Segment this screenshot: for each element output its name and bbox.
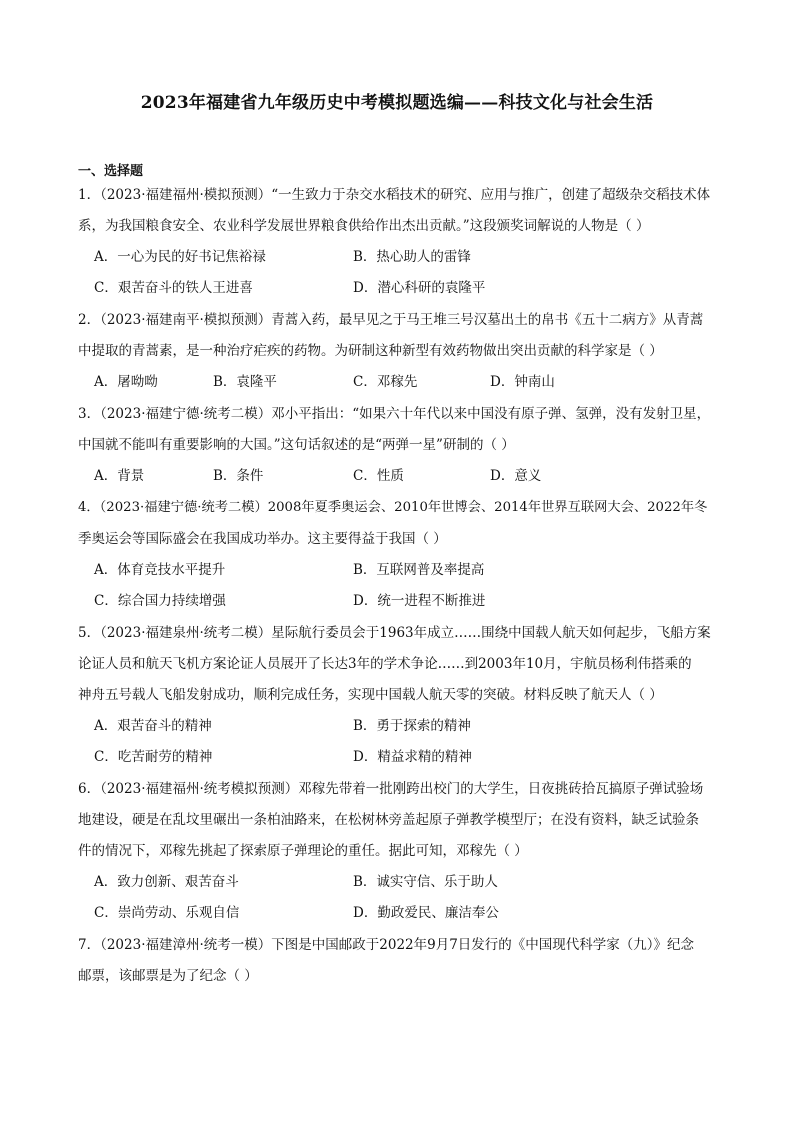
option-c[interactable]: C．邓稼先 [353,374,418,390]
question-text-line: 中国就不能叫有重要影响的大国。”这句话叙述的是“两弹一星”研制的（ ） [78,437,515,453]
option-b[interactable]: B．袁隆平 [213,374,277,390]
option-b[interactable]: B．诚实守信、乐于助人 [353,874,498,890]
option-b[interactable]: B．互联网普及率提高 [353,562,485,578]
option-d[interactable]: D．精益求精的精神 [353,749,472,765]
question-text-line: 邮票，该邮票是为了纪念（ ） [78,968,258,984]
option-b[interactable]: B．热心助人的雷锋 [353,249,471,265]
question-text-line: 5．（2023·福建泉州·统考二模）星际航行委员会于1963年成立……围绕中国载人航天如何起步，飞船方案 [78,625,711,641]
question-text-line: 4．（2023·福建宁德·统考二模）2008年夏季奥运会、2010年世博会、2014年世界互联网大会、2022年冬 [78,500,708,515]
option-d[interactable]: D．意义 [490,468,542,484]
section-heading: 一、选择题 [78,164,144,179]
question-text-line: 6．（2023·福建福州·统考模拟预测）邓稼先带着一批刚跨出校门的大学生，日夜挑砖拾瓦搞原子弹试验场 [78,781,704,797]
question-text-line: 系，为我国粮食安全、农业科学发展世界粮食供给作出杰出贡献。”这段颁奖词解说的人物是（ ） [78,218,650,234]
option-a[interactable]: A．背景 [94,468,145,484]
question-text-line: 中提取的青蒿素，是一种治疗疟疾的药物。为研制这种新型有效药物做出突出贡献的科学家是（ ） [78,343,663,359]
option-a[interactable]: A．屠呦呦 [94,374,158,390]
option-a[interactable]: A．体育竞技水平提升 [94,562,226,578]
option-c[interactable]: C．性质 [353,468,404,484]
question-text-line: 1．（2023·福建福州·模拟预测）“一生致力于杂交水稻技术的研究、应用与推广，创建了超级杂交稻技术体 [78,187,711,203]
option-b[interactable]: B．勇于探索的精神 [353,718,471,734]
question-text-line: 7．（2023·福建漳州·统考一模）下图是中国邮政于2022年9月7日发行的《中国现代科学家（九）》纪念 [78,937,695,953]
question-text-line: 地建设，硬是在乱坟里碾出一条柏油路来，在松树林旁盖起原子弹教学模型厅；在没有资料，缺乏试验条 [78,812,699,828]
option-d[interactable]: D．勤政爱民、廉洁奉公 [353,905,499,921]
question-text-line: 3．（2023·福建宁德·统考二模）邓小平指出：“如果六十年代以来中国没有原子弹、氢弹，没有发射卫星， [78,406,711,422]
option-d[interactable]: D．钟南山 [490,374,555,390]
question-text-line: 季奥运会等国际盛会在我国成功举办。这主要得益于我国（ ） [78,531,447,547]
question-text-line: 论证人员和航天飞机方案论证人员展开了长达3年的学术争论……到2003年10月，宇航员杨利伟搭乘的 [78,656,692,672]
option-c[interactable]: C．吃苦耐劳的精神 [94,749,213,765]
page-title: 2023年福建省九年级历史中考模拟题选编——科技文化与社会生活 [140,93,654,113]
option-d[interactable]: D．统一进程不断推进 [353,593,486,609]
option-c[interactable]: C．艰苦奋斗的铁人王进喜 [94,280,253,296]
option-c[interactable]: C．综合国力持续增强 [94,593,226,609]
option-c[interactable]: C．崇尚劳动、乐观自信 [94,905,240,921]
option-a[interactable]: A．一心为民的好书记焦裕禄 [94,249,266,265]
option-d[interactable]: D．潜心科研的袁隆平 [353,280,486,296]
question-text-line: 2．（2023·福建南平·模拟预测）青蒿入药，最早见之于马王堆三号汉墓出土的帛书《五十二病方》从青蒿 [78,312,704,328]
option-a[interactable]: A．艰苦奋斗的精神 [94,718,212,734]
question-text-line: 神舟五号载人飞船发射成功，顺利完成任务，实现中国载人航天零的突破。材料反映了航天人（ ） [78,687,663,703]
question-text-line: 件的情况下，邓稼先挑起了探索原子弹理论的重任。据此可知，邓稼先（ ） [78,843,528,859]
option-b[interactable]: B．条件 [213,468,264,484]
option-a[interactable]: A．致力创新、艰苦奋斗 [94,874,239,890]
